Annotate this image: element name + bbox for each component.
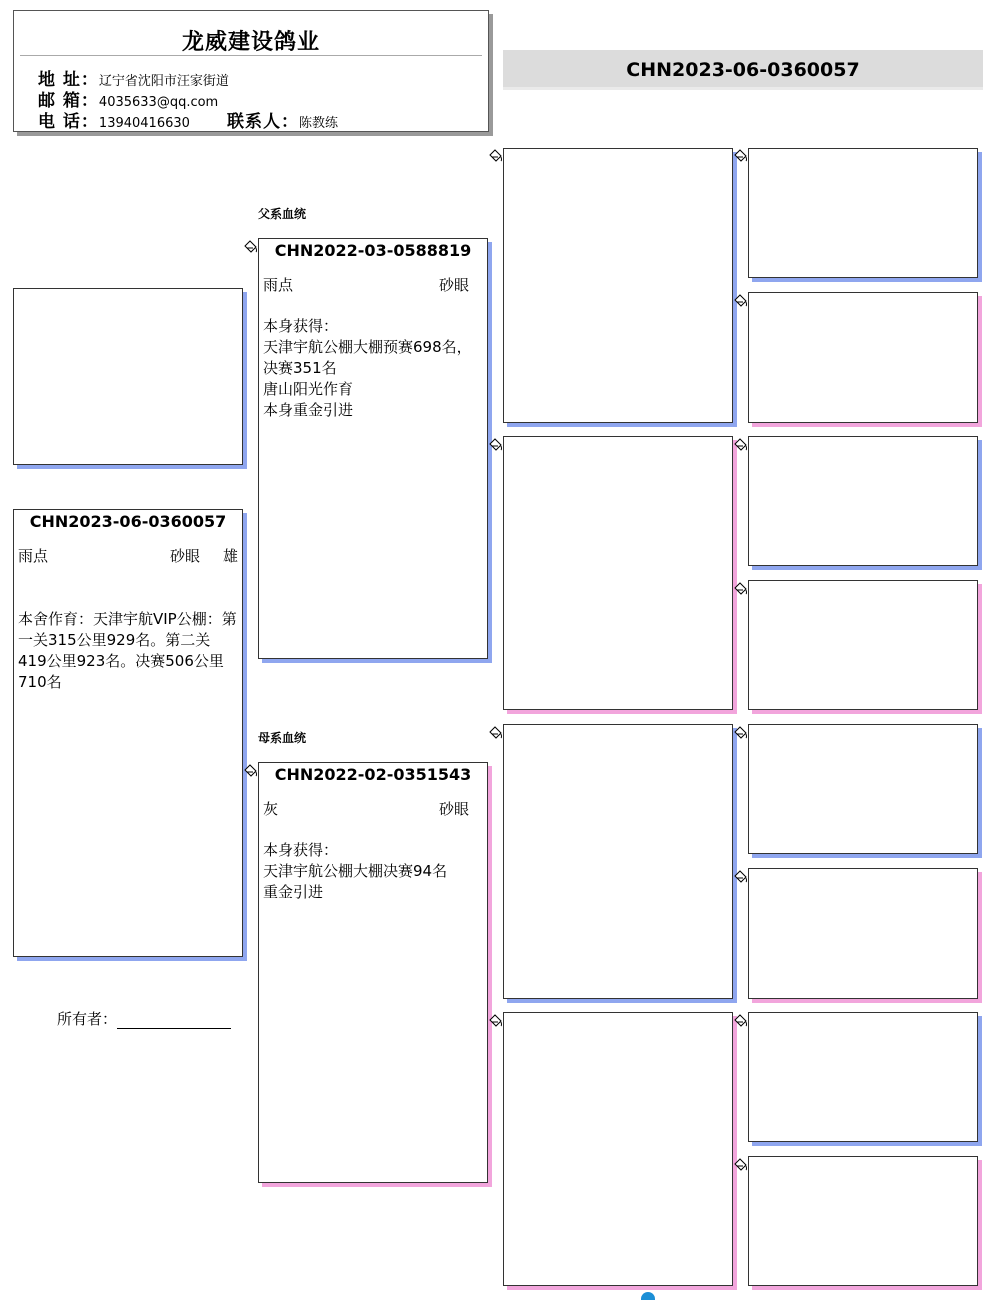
subject-sex: 雄 [222, 547, 238, 565]
sire-notes: 本身获得： 天津宇航公棚大棚预赛698名，决赛351名 唐山阳光作育 本身重金引进 [263, 317, 472, 419]
subject-traits [18, 545, 238, 565]
phone-value: 13940416630 [98, 116, 190, 131]
subject-eye: 砂眼 [169, 547, 200, 565]
paint-bucket-icon[interactable] [487, 148, 503, 164]
paint-bucket-icon[interactable] [732, 148, 748, 164]
phone-label: 电 话： [38, 112, 99, 132]
contact-label: 联系人： [227, 112, 299, 132]
paint-bucket-icon[interactable] [732, 581, 748, 597]
paint-bucket-icon[interactable] [242, 239, 258, 255]
paint-bucket-icon[interactable] [732, 1157, 748, 1173]
sire-ring-number: CHN2022-03-0588819 [274, 241, 472, 260]
pigeon-photo-frame [13, 288, 243, 465]
dam-section-label: 母系血统 [258, 731, 307, 745]
great-grandparent-card-3[interactable] [748, 436, 978, 566]
address-label: 地 址： [38, 70, 99, 90]
paint-bucket-icon[interactable] [487, 437, 503, 453]
subject-notes: 本舍作育：天津宇航VIP公棚：第一关315公里929名。第二关419公里923名。决赛506公里710名 [18, 610, 237, 691]
great-grandparent-card-7[interactable] [748, 1012, 978, 1142]
paint-bucket-icon[interactable] [732, 293, 748, 309]
subject-color: 雨点 [18, 547, 49, 565]
great-grandparent-card-2[interactable] [748, 292, 978, 423]
paint-bucket-icon[interactable] [487, 725, 503, 741]
sire-card[interactable] [258, 238, 488, 659]
email-label: 邮 箱： [38, 91, 99, 111]
dam-color: 灰 [263, 800, 279, 818]
dam-eye: 砂眼 [438, 800, 469, 818]
grandsire-maternal-card[interactable] [503, 724, 733, 999]
owner-field [57, 1008, 231, 1029]
great-grandparent-card-8[interactable] [748, 1156, 978, 1286]
sire-color: 雨点 [263, 276, 294, 294]
loft-info-card [13, 10, 489, 132]
great-grandparent-card-4[interactable] [748, 580, 978, 710]
header-divider [20, 55, 482, 56]
paint-bucket-icon[interactable] [732, 437, 748, 453]
dam-traits [263, 798, 483, 818]
subject-ring-number: CHN2023-06-0360057 [29, 512, 227, 531]
sire-section-label: 父系血统 [258, 207, 307, 221]
sire-traits [263, 274, 483, 294]
contact-value: 陈教练 [299, 116, 339, 131]
paint-bucket-icon[interactable] [242, 763, 258, 779]
paint-bucket-icon[interactable] [732, 725, 748, 741]
dam-notes: 本身获得： 天津宇航公棚大棚决赛94名 重金引进 [263, 841, 448, 901]
great-grandparent-card-1[interactable] [748, 148, 978, 278]
paint-bucket-icon[interactable] [732, 1013, 748, 1029]
paint-bucket-icon[interactable] [487, 1013, 503, 1029]
loft-name: 龙威建设鸽业 [181, 30, 320, 55]
great-grandparent-card-6[interactable] [748, 868, 978, 999]
owner-label: 所有者： [57, 1010, 118, 1028]
address-value: 辽宁省沈阳市汪家街道 [98, 74, 229, 89]
phone-row [38, 107, 190, 132]
scroll-indicator[interactable] [641, 1292, 655, 1300]
dam-ring-number: CHN2022-02-0351543 [274, 765, 472, 784]
granddam-maternal-card[interactable] [503, 1012, 733, 1286]
sire-eye: 砂眼 [438, 276, 469, 294]
email-value: 4035633@qq.com [98, 95, 219, 110]
granddam-paternal-card[interactable] [503, 436, 733, 710]
subject-pigeon-card[interactable] [13, 509, 243, 957]
ring-number-banner: CHN2023-06-0360057 [503, 50, 983, 90]
contact-row [227, 107, 338, 132]
paint-bucket-icon[interactable] [732, 869, 748, 885]
grandsire-paternal-card[interactable] [503, 148, 733, 423]
great-grandparent-card-5[interactable] [748, 724, 978, 854]
owner-signature-line [117, 1013, 231, 1029]
dam-card[interactable] [258, 762, 488, 1183]
